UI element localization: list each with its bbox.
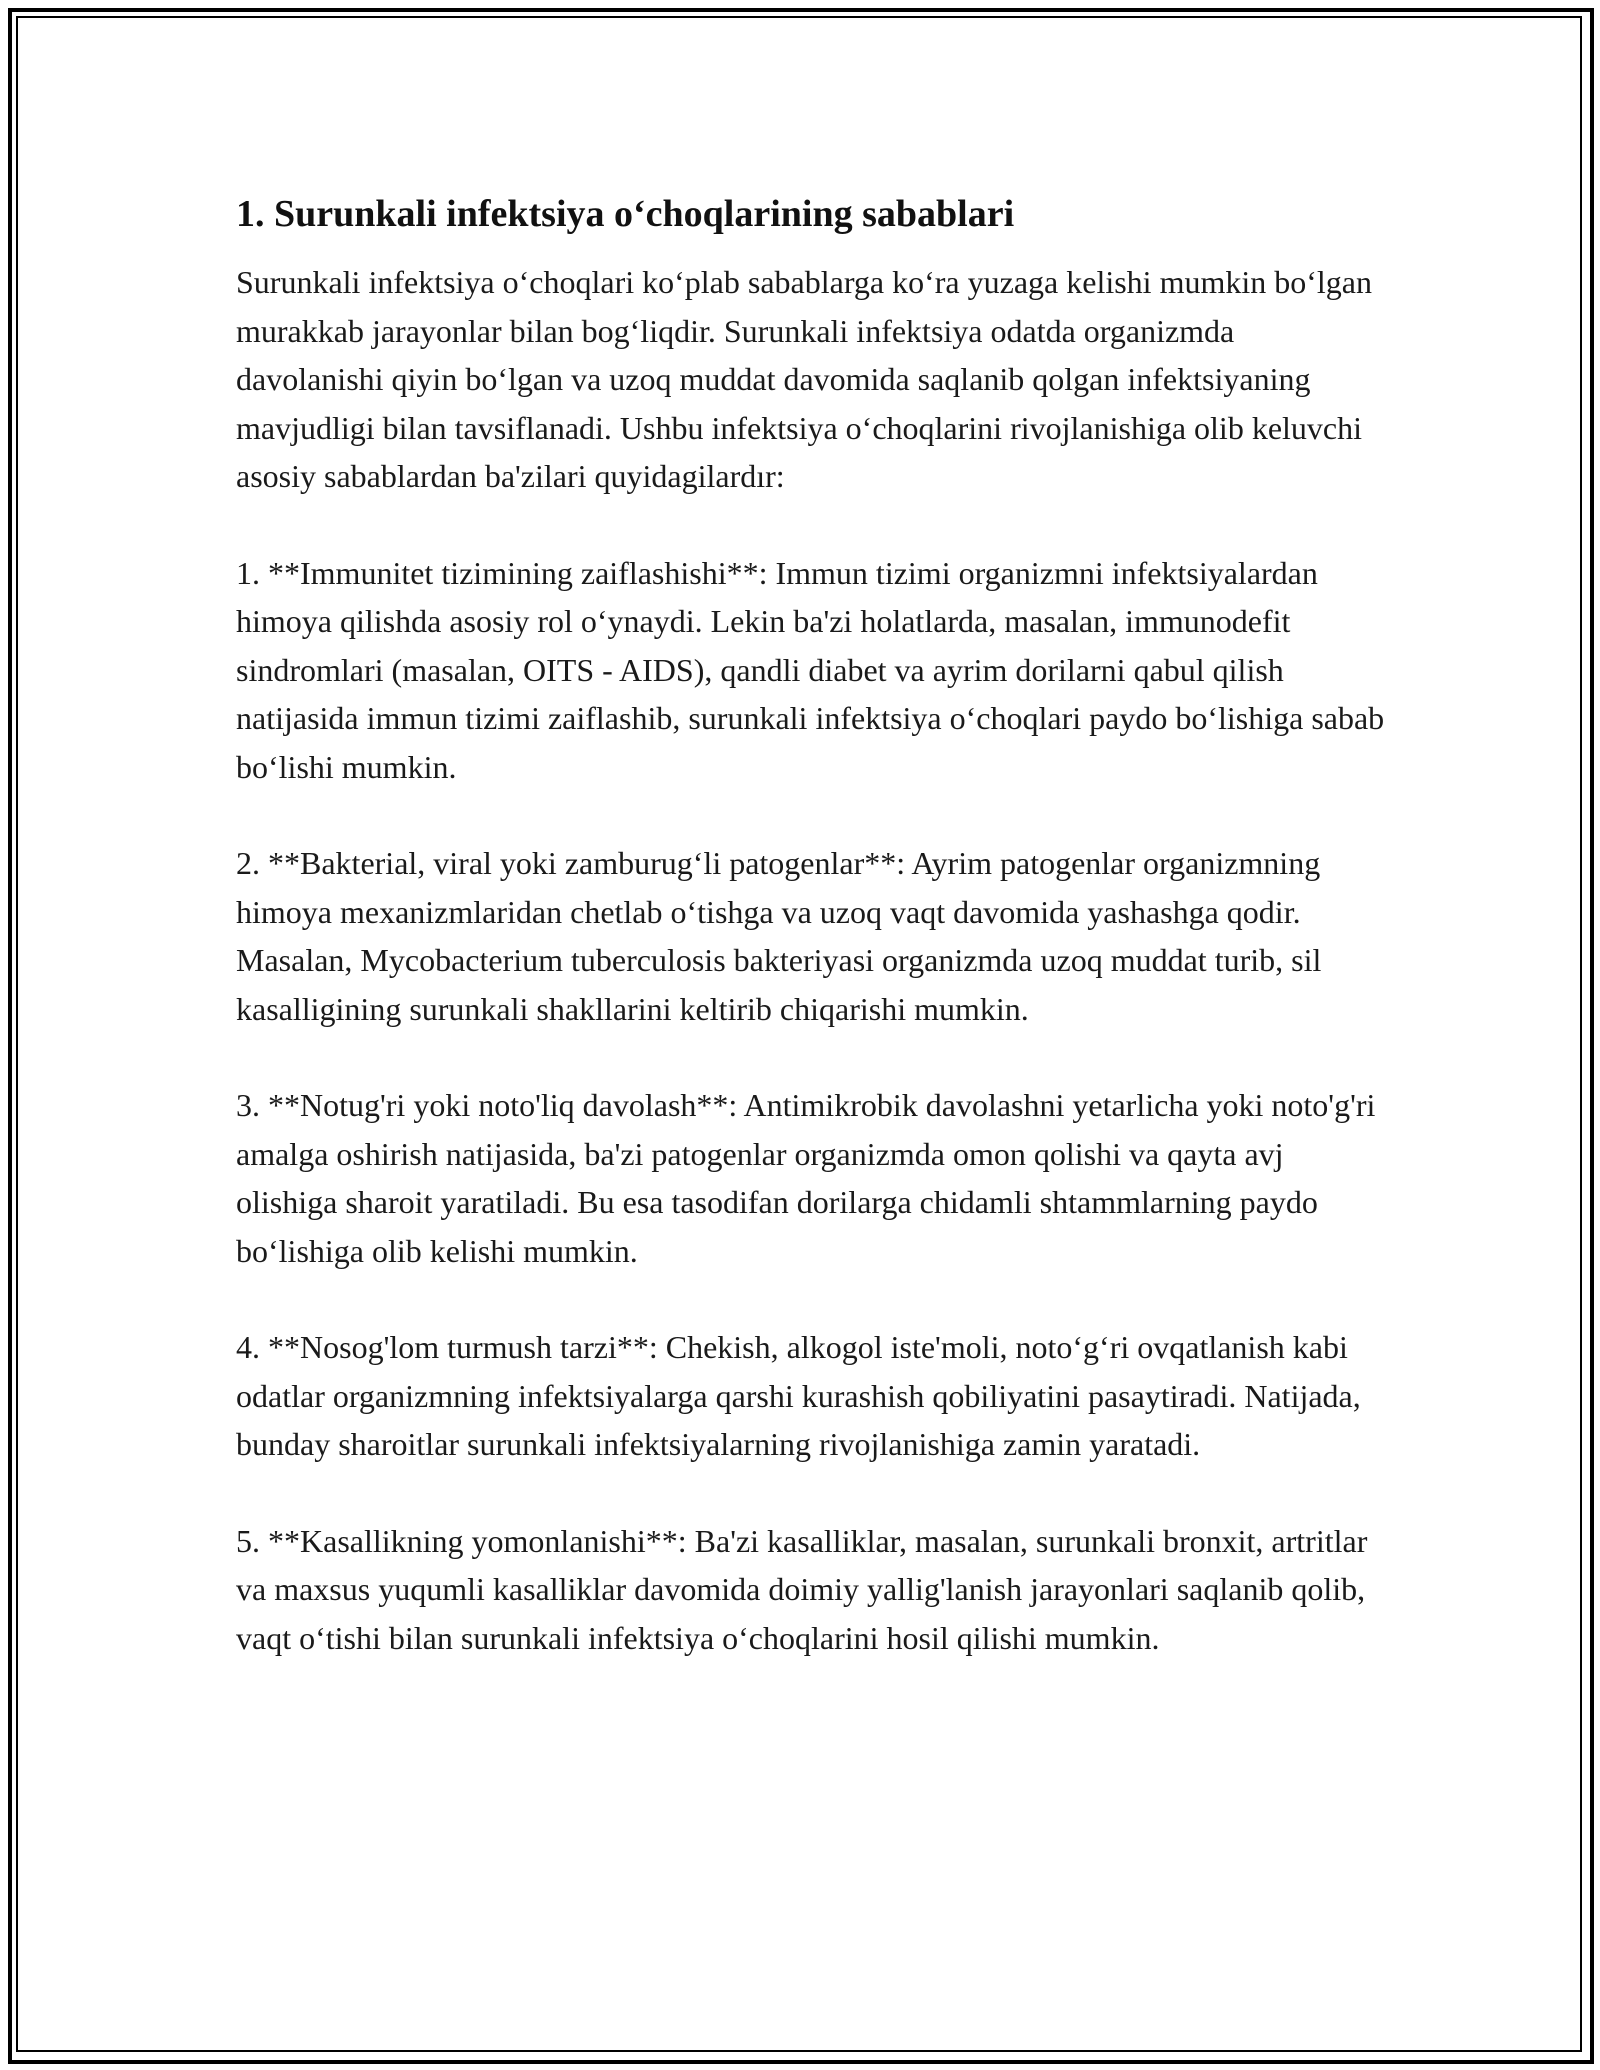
document-body (236, 188, 1386, 1710)
section-heading: 1. Surunkali infektsiya o‘choqlarining sabablari (236, 193, 1015, 235)
cause-paragraph-immunity: 1. **Immunitet tizimining zaiflashishi**: Immun tizimi organizmni infektsiyalardan himoya qilishda asosiy rol o‘ynaydi. Lekin ba'zi holatlarda, masalan, immunodefit sindromlari (masalan, OITS - AIDS), qandli diabet va ayrim dorilarni qabul qilish natijasida immun tizimi zaiflashib, surunkali infektsiya o‘choqlari paydo bo‘lishiga sabab bo‘lishi mumkin. (236, 554, 1385, 785)
cause-paragraph-disease: 5. **Kasallikning yomonlanishi**: Ba'zi kasalliklar, masalan, surunkali bronxit, artritlar va maxsus yuqumli kasalliklar davomida doimiy yallig'lanish jarayonlari saqlanib qolib, vaqt o‘tishi bilan surunkali infektsiya o‘choqlarini hosil qilishi mumkin. (236, 1522, 1368, 1656)
cause-paragraph-treatment: 3. **Notug'ri yoki noto'liq davolash**: Antimikrobik davolashni yetarlicha yoki noto'g'ri amalga oshirish natijasida, ba'zi patogenlar organizmda omon qolishi va qayta avj olishiga sharoit yaratiladi. Bu esa tasodifan dorilarga chidamli shtammlarning paydo bo‘lishiga olib kelishi mumkin. (236, 1087, 1376, 1269)
cause-paragraph-pathogens: 2. **Bakterial, viral yoki zamburug‘li patogenlar**: Ayrim patogenlar organizmning himoya mexanizmlaridan chetlab o‘tishga va uzoq vaqt davomida yashashga qodir. Masalan, Mycobacterium tuberculosis bakteriyasi organizmda uzoq muddat turib, sil kasalligining surunkali shakllarini keltirib chiqarishi mumkin. (236, 845, 1322, 1027)
intro-paragraph: Surunkali infektsiya o‘choqlari ko‘plab sabablarga ko‘ra yuzaga kelishi mumkin bo‘lgan murakkab jarayonlar bilan bog‘liqdir. Surunkali infektsiya odatda organizmda davolanishi qiyin bo‘lgan va uzoq muddat davomida saqlanib qolgan infektsiyaning mavjudligi bilan tavsiflanadi. Ushbu infektsiya o‘choqlarini rivojlanishiga olib keluvchi asosiy sabablardan ba'zilari quyidagilardır: (236, 264, 1372, 494)
cause-paragraph-lifestyle: 4. **Nosog'lom turmush tarzi**: Chekish, alkogol iste'moli, noto‘g‘ri ovqatlanish kabi odatlar organizmning infektsiyalarga qarshi kurashish qobiliyatini pasaytiradi. Natijada, bunday sharoitlar surunkali infektsiyalarning rivojlanishiga zamin yaratadi. (236, 1329, 1361, 1462)
